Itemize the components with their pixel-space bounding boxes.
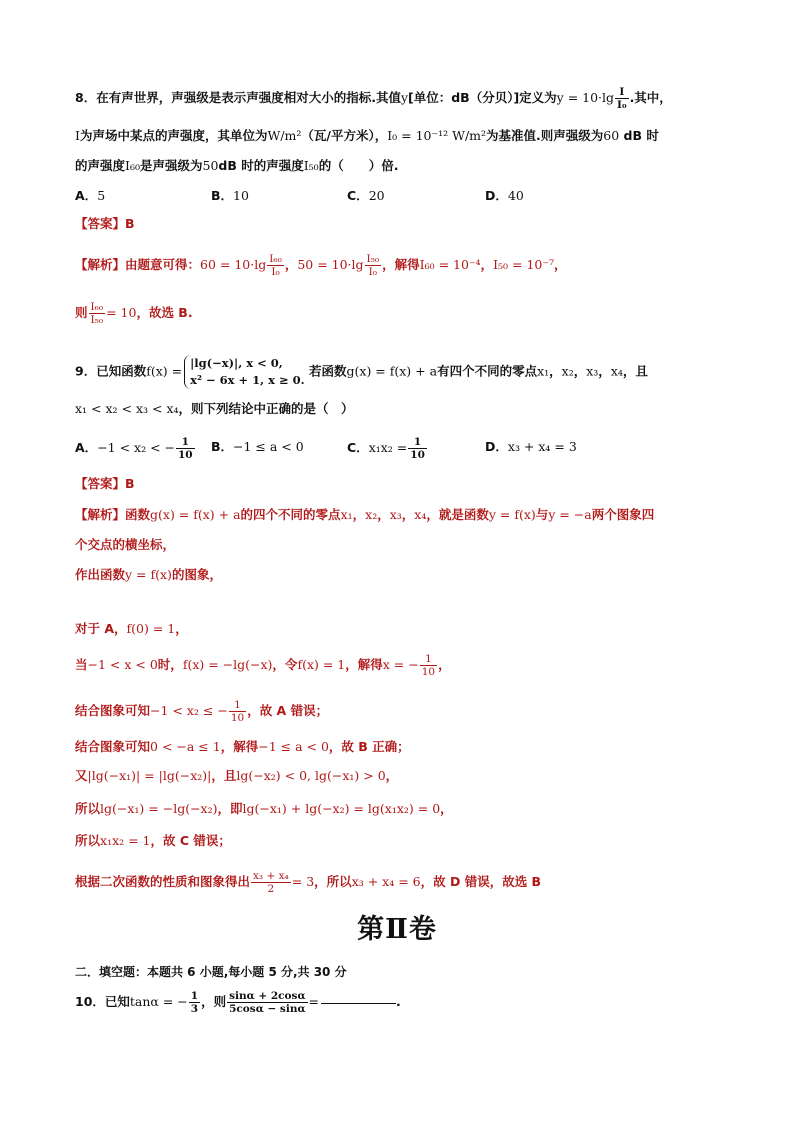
q8-analysis-line-2: 则 $\frac{\text{I₆₀}}{\text{I₅₀}}$ = 10，故选 B.	[75, 301, 193, 326]
q10-tan-fraction: $\frac{1}{3}$	[190, 990, 199, 1015]
q8-line-1	[75, 86, 672, 111]
q9-analysis-line-5: 当−1 < x < 0时，f(x) = −lg(−x)，令f(x) = 1，解得x = − $\frac{1}{10}$ ，	[75, 653, 451, 678]
q9-stem-text: 9．已知函数	[75, 363, 147, 379]
q9-option-a: A．−1 < x₂ < − $\frac{1}{10}$	[75, 436, 193, 461]
q8-value: 50	[202, 158, 219, 173]
q8-text: 为基准值.则声强级为	[486, 128, 604, 143]
q9-line-2	[75, 400, 354, 418]
q9-line-1: 9．已知函数f(x) = |lg(−x)|, x < 0, x² − 6x + 1, x ≥ 0. 若函数g(x) = f(x) + a有四个不同的零点x₁，x₂，x₃，x₄，且	[75, 356, 648, 387]
q9-analysis-line-11: 根据二次函数的性质和图象得出 $\frac{\text{x₃ + x₄}}{2}$ = 3，所以x₃ + x₄ = 6，故 D 错误，故选 B	[75, 870, 542, 895]
q8-formula-fraction	[615, 86, 629, 111]
q8-text: dB 时的声强度	[218, 158, 304, 173]
q8-i0-formula: I₀ = 10⁻¹² W/m²	[387, 128, 487, 143]
q9-text: 有四个不同的零点	[437, 363, 538, 379]
q8-option-a: A．5	[75, 188, 106, 203]
q10-label: 10．已知	[75, 994, 130, 1009]
q8-text: 是声强级为	[139, 158, 203, 173]
analysis-label: 【解析】函数	[75, 507, 151, 522]
q9-analysis-line-3: 作出函数y = f(x)的图象，	[75, 567, 222, 582]
q9-function: f(x) =	[146, 363, 183, 379]
q9-analysis-line-2: 个交点的横坐标，	[75, 537, 176, 552]
q8-answer: 【答案】B	[75, 216, 135, 231]
q9-answer: 【答案】B	[75, 476, 135, 491]
q9-analysis-line-1: 【解析】函数g(x) = f(x) + a的四个不同的零点x₁，x₂，x₃，x₄，就是函数y = f(x)与y = −a两个图象四	[75, 507, 655, 522]
q8-unit: W/m²	[267, 128, 302, 143]
fraction-denominator: I₀	[617, 99, 627, 111]
q10-answer-blank	[321, 1002, 396, 1004]
q8-eq2: 50 = 10·lg	[297, 257, 364, 272]
q8-option-c: C．20	[347, 188, 385, 203]
q9-piecewise	[184, 355, 305, 389]
q9-case-1: |lg(−x)|, x < 0,	[190, 356, 283, 370]
part2-heading: 二．填空题：本题共 6 小题,每小题 5 分,共 30 分	[75, 965, 347, 979]
q9-analysis-line-8: 又|lg(−x₁)| = |lg(−x₂)|，且lg(−x₂) < 0, lg(−x₁) > 0，	[75, 768, 399, 783]
q9-case-2: x² − 6x + 1, x ≥ 0.	[190, 373, 305, 387]
q10-tan: tanα = −	[129, 994, 188, 1009]
q8-eq2-fraction: $\frac{\text{I₅₀}}{\text{I₀}}$	[366, 253, 380, 278]
q8-analysis-line-1: 【解析】由题意可得：60 = 10·lg $\frac{\text{I₆₀}}{\text{I₀}}$ ，50 = 10·lg $\frac{\text{I₅₀}}{\text{I₀}}$ ，解得I₆₀ = 10⁻⁴，I₅₀ = 10⁻⁷，	[75, 253, 567, 278]
q9-analysis-line-7: 结合图象可知0 < −a ≤ 1，解得−1 ≤ a < 0，故 B 正确；	[75, 739, 410, 754]
q8-formula: y = 10·lg	[556, 90, 615, 105]
fraction-numerator: I	[615, 86, 629, 99]
q8-option-b: B．10	[211, 188, 249, 203]
q8-i60: I₆₀	[125, 158, 140, 173]
q9-analysis-line-9: 所以lg(−x₁) = −lg(−x₂)，即lg(−x₁) + lg(−x₂) = lg(x₁x₂) = 0，	[75, 801, 453, 816]
q8-text: 的（ ）倍.	[318, 158, 399, 173]
section-title: 第Ⅱ卷	[357, 914, 437, 945]
q8-stem-text-end: .其中，	[629, 90, 672, 105]
q8-text: （瓦/平方米），	[301, 128, 388, 143]
q9-option-c: C．x₁x₂ = $\frac{1}{10}$	[347, 436, 425, 461]
q8-line-3	[75, 157, 398, 175]
q8-unit-text: [单位：dB（分贝）]定义为	[408, 90, 557, 105]
q9-g: g(x) = f(x) + a	[346, 363, 438, 379]
q9-analysis-line-6: 结合图象可知−1 < x₂ ≤ − $\frac{1}{10}$ ，故 A 错误；	[75, 699, 329, 724]
q8-option-d: D．40	[485, 188, 524, 203]
q8-result-2: I₅₀ = 10⁻⁷	[493, 257, 554, 272]
q8-text: dB 时	[623, 128, 659, 143]
q8-value: 60	[603, 128, 620, 143]
q9-option-b: B．−1 ≤ a < 0	[211, 439, 304, 454]
q8-line-2	[75, 127, 659, 145]
q8-result-1: I₆₀ = 10⁻⁴	[419, 257, 481, 272]
q9-analysis-line-4: 对于 A，f(0) = 1，	[75, 621, 188, 636]
q10-line: 10．已知tanα = − $\frac{1}{3}$ ，则 $\frac{\sin\alpha + 2\cos\alpha}{5\cos\alpha - \sin\alpha}$ = .	[75, 990, 401, 1015]
q9-prompt: ，则下列结论中正确的是（ ）	[178, 401, 354, 416]
q8-stem-text: 8．在有声世界，声强级是表示声强度相对大小的指标.其值	[75, 90, 401, 105]
q9-text: 若函数	[309, 363, 347, 379]
q8-eq1: 60 = 10·lg	[200, 257, 267, 272]
analysis-label: 【解析】由题意可得：	[75, 257, 201, 272]
q8-final-eq: = 10	[106, 305, 137, 320]
q8-i50: I₅₀	[303, 158, 319, 173]
q8-var-y: y	[400, 90, 409, 105]
q8-text: 为声场中某点的声强度，其单位为	[79, 128, 268, 143]
q8-final-fraction: $\frac{\text{I₆₀}}{\text{I₅₀}}$	[90, 301, 104, 326]
q9-analysis-line-10: 所以x₁x₂ = 1，故 C 错误；	[75, 833, 231, 848]
q10-expression-fraction: $\frac{\sin\alpha + 2\cos\alpha}{5\cos\alpha - \sin\alpha}$	[229, 990, 306, 1015]
q8-text: 的声强度	[75, 158, 126, 173]
q9-option-d: D．x₃ + x₄ = 3	[485, 439, 577, 454]
q9-ordering: x₁ < x₂ < x₃ < x₄	[75, 401, 179, 416]
q8-var-i: I	[75, 128, 80, 143]
q8-eq1-fraction: $\frac{\text{I₆₀}}{\text{I₀}}$	[269, 253, 282, 278]
